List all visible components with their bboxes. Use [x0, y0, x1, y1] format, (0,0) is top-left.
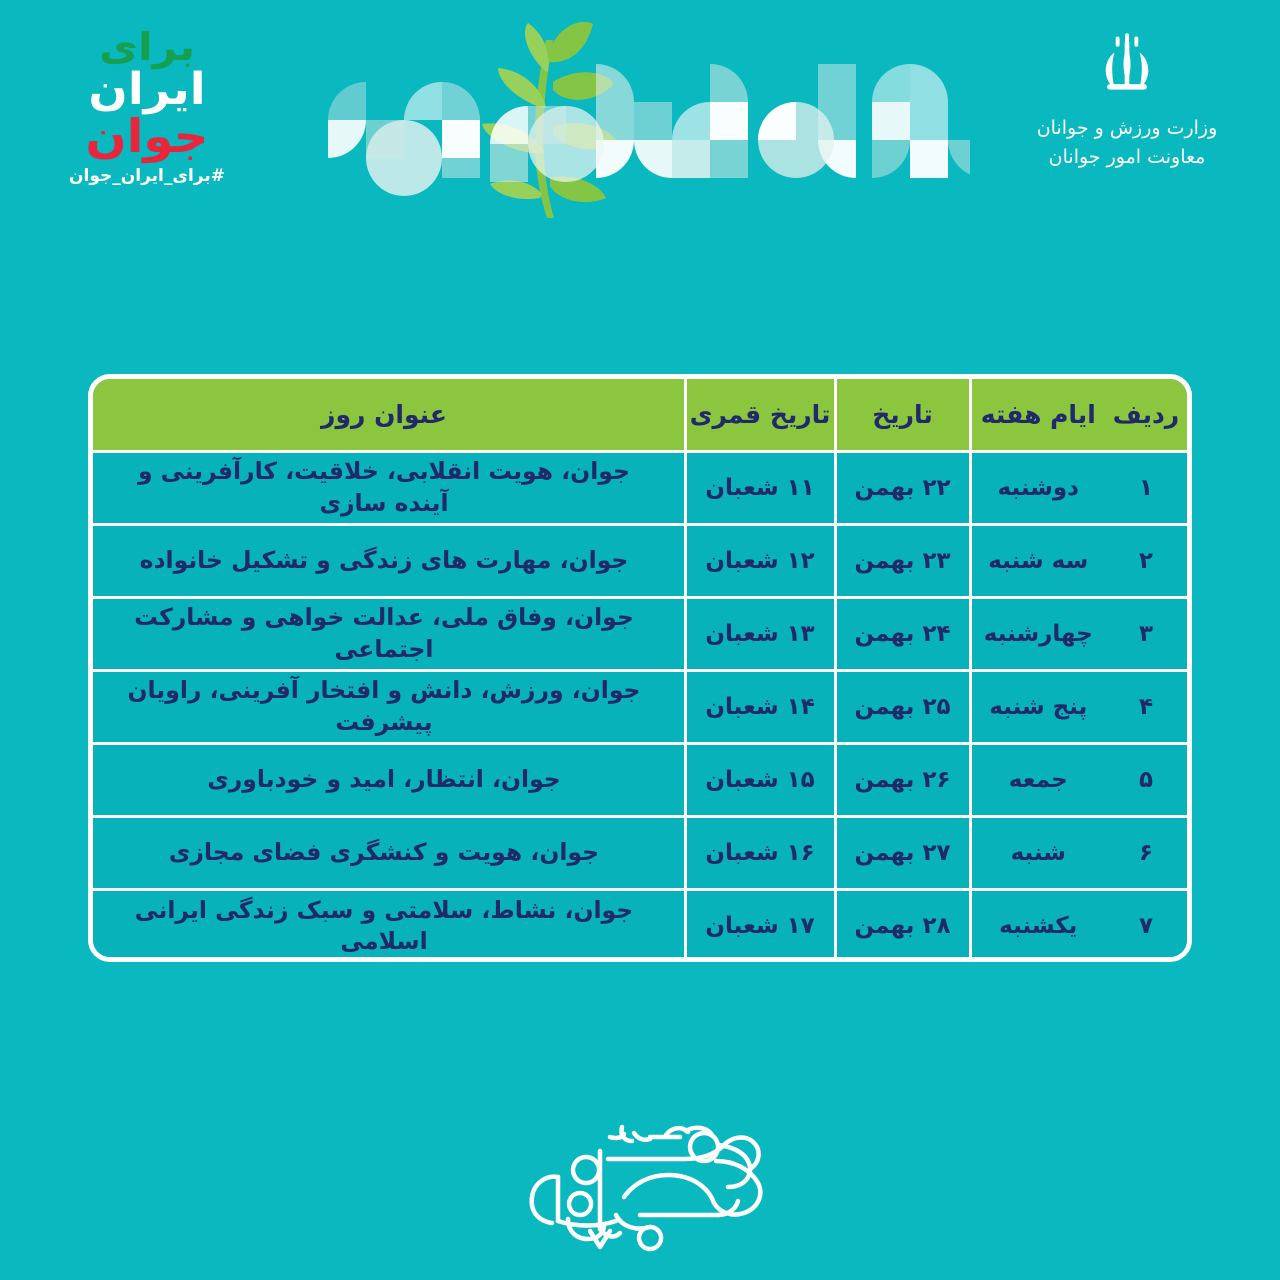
- campaign-logo: [62, 25, 232, 203]
- cell-row-number: ۲: [1105, 524, 1187, 597]
- cell-row-number: ۱: [1105, 451, 1187, 524]
- cell-lunar-date: ۱۶ شعبان: [685, 816, 835, 889]
- table-row: [88, 816, 1187, 889]
- col-header-date: تاریخ: [835, 379, 970, 451]
- cell-date: ۲۲ بهمن: [835, 451, 970, 524]
- cell-row-number: ۶: [1105, 816, 1187, 889]
- cell-weekday: چهارشنبه: [970, 597, 1105, 670]
- cell-day-title: جوان، نشاط، سلامتی و سبک زندگی ایرانی اسلامی: [88, 889, 685, 962]
- cell-date: ۲۴ بهمن: [835, 597, 970, 670]
- cell-row-number: ۵: [1105, 743, 1187, 816]
- schedule-table-frame: [88, 374, 1192, 962]
- cell-lunar-date: ۱۴ شعبان: [685, 670, 835, 743]
- youth-week-calligraphy-icon: [490, 1097, 790, 1257]
- page-header: [0, 0, 1280, 250]
- cell-lunar-date: ۱۲ شعبان: [685, 524, 835, 597]
- cell-lunar-date: ۱۵ شعبان: [685, 743, 835, 816]
- modular-letters: [328, 64, 970, 196]
- campaign-hashtag: #برای_ایران_جوان: [69, 166, 225, 186]
- cell-weekday: جمعه: [970, 743, 1105, 816]
- cell-lunar-date: ۱۷ شعبان: [685, 889, 835, 962]
- cell-date: ۲۶ بهمن: [835, 743, 970, 816]
- cell-date: ۲۷ بهمن: [835, 816, 970, 889]
- cell-weekday: پنج شنبه: [970, 670, 1105, 743]
- ministry-line2: معاونت امور جوانان: [1048, 146, 1206, 169]
- cell-weekday: دوشنبه: [970, 451, 1105, 524]
- table-row: [88, 889, 1187, 962]
- cell-day-title: جوان، مهارت های زندگی و تشکیل خانواده: [88, 524, 685, 597]
- cell-day-title: جوان، انتظار، امید و خودباوری: [88, 743, 685, 816]
- col-header-row: ردیف: [1105, 379, 1187, 451]
- col-header-weekday: ایام هفته: [970, 379, 1105, 451]
- footer-logo: [0, 1092, 1280, 1262]
- cell-row-number: ۷: [1105, 889, 1187, 962]
- cell-weekday: شنبه: [970, 816, 1105, 889]
- table-row: [88, 451, 1187, 524]
- cell-day-title: جوان، وفاق ملی، عدالت خواهی و مشارکت اجتماعی: [88, 597, 685, 670]
- table-row: [88, 743, 1187, 816]
- cell-day-title: جوان، ورزش، دانش و افتخار آفرینی، راویان پیشرفت: [88, 670, 685, 743]
- table-row: [88, 524, 1187, 597]
- cell-weekday: یکشنبه: [970, 889, 1105, 962]
- col-header-title: عنوان روز: [88, 379, 685, 451]
- campaign-logo-line1: برای: [98, 25, 196, 69]
- campaign-logo-line3: جوان: [85, 109, 209, 163]
- ministry-logo: [1022, 26, 1232, 196]
- wordmark-artwork: [310, 22, 970, 222]
- cell-date: ۲۸ بهمن: [835, 889, 970, 962]
- ministry-line1: وزارت ورزش و جوانان: [1036, 117, 1218, 139]
- cell-date: ۲۳ بهمن: [835, 524, 970, 597]
- cell-row-number: ۳: [1105, 597, 1187, 670]
- campaign-logo-line2: ایران: [88, 64, 206, 115]
- col-header-lunar: تاریخ قمری: [685, 379, 835, 451]
- cell-day-title: جوان، هویت انقلابی، خلاقیت، کارآفرینی و آینده سازی: [88, 451, 685, 524]
- schedule-table: [88, 379, 1187, 962]
- table-header-row: [88, 379, 1187, 451]
- table-row: [88, 597, 1187, 670]
- iran-emblem-icon: [1088, 26, 1166, 104]
- cell-weekday: سه شنبه: [970, 524, 1105, 597]
- cell-lunar-date: ۱۳ شعبان: [685, 597, 835, 670]
- table-row: [88, 670, 1187, 743]
- cell-lunar-date: ۱۱ شعبان: [685, 451, 835, 524]
- cell-day-title: جوان، هویت و کنشگری فضای مجازی: [88, 816, 685, 889]
- cell-date: ۲۵ بهمن: [835, 670, 970, 743]
- cell-row-number: ۴: [1105, 670, 1187, 743]
